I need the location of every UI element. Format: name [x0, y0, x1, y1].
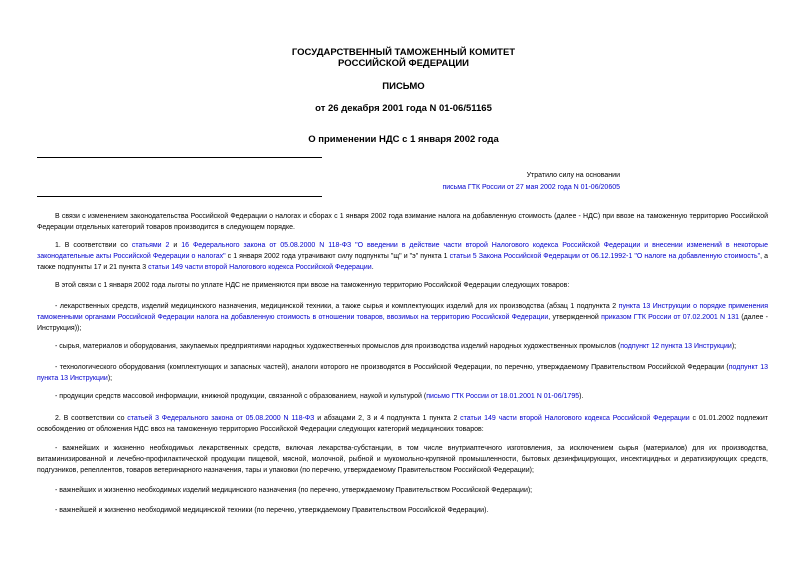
link-subpoint-13[interactable]: подпункт 13 пункта 13 Инструкции: [37, 364, 768, 382]
doc-title: О применении НДС с 1 января 2002 года: [308, 134, 499, 145]
status-note: [37, 170, 620, 194]
link-tax-code-art149-2[interactable]: статьи 149 части второй Налогового кодекса Российской Федерации: [460, 415, 690, 422]
list-item-drugs: - важнейших и жизненно необходимых лекарственных средств, включая лекарства-субстанции, в том числе внутриаптечного изготовления, за исключением сырья (материалов) для их производства, витаминизированной и лечебно-профилактической продукции пищевой, мясной, молочной, рыбной и мукомольно-крупяной промышленности, бытовых дезинфицирующих, инсектицидных и дератизирующих средств, подгузников, репеллентов, товаров ветеринарного назначения, тары и упаковки (по перечню, утверждаемому Правительством Российской Федерации);: [37, 445, 768, 474]
status-line: Утратило силу на основании: [526, 172, 620, 179]
list-item-media: - продукции средств массовой информации, книжной продукции, связанной с образованием, наукой и культурой (письмо ГТК России от 18.01.2001 N 01-06/1795).: [55, 393, 584, 400]
link-instruction-p13[interactable]: пункта 13 Инструкции о порядке применения таможенными органами Российской Федерации налога на добавленную стоимость в отношении товаров, ввозимых на территорию Российской Федерации: [37, 303, 768, 321]
divider-top: [37, 157, 322, 158]
link-law-vat-art5[interactable]: статьи 5 Закона Российской Федерации от 06.12.1992-1 "О налоге на добавленную стоимость": [449, 253, 761, 260]
link-order-131[interactable]: приказом ГТК России от 07.02.2001 N 131: [601, 314, 739, 321]
list-item-devices: - важнейших и жизненно необходимых изделий медицинского назначения (по перечню, утверждаемому Правительством Российской Федерации);: [55, 487, 533, 494]
paragraph-list-intro: В этой связи с 1 января 2002 года льготы по уплате НДС не применяются при ввозе на таможенную территорию Российской Федерации следующих товаров:: [55, 282, 570, 289]
doc-date: от 26 декабря 2001 года N 01-06/51165: [315, 103, 492, 114]
org-name-line1: ГОСУДАРСТВЕННЫЙ ТАМОЖЕННЫЙ КОМИТЕТ: [291, 47, 516, 58]
doc-type: ПИСЬМО: [382, 81, 425, 92]
status-link[interactable]: письма ГТК России от 27 мая 2002 года N 01-06/20605: [442, 184, 620, 191]
link-fz118-art16[interactable]: 16 Федерального закона от 05.08.2000 N 118-ФЗ "О введении в действие части второй Налогового кодекса Российской Федерации и внесении изменений в некоторые законодательные акты Российской Федерации о налогах": [37, 242, 768, 260]
paragraph-intro: В связи с изменением законодательства Российской Федерации о налогах и сборах с 1 января 2002 года взимание налога на добавленную стоимость (далее - НДС) при ввозе на таможенную территорию Российской Федерации отдельных категорий товаров производится в следующем порядке.: [37, 213, 768, 231]
link-letter-1795[interactable]: письмо ГТК России от 18.01.2001 N 01-06/1795: [426, 393, 580, 400]
list-item-equipment: - технологического оборудования (комплектующих и запасных частей), аналоги которого не производятся в Российской Федерации, по перечню, утверждаемому Правительством Российской Федерации (подпункт 13 пункта 13 Инструкции);: [37, 364, 768, 382]
link-art2[interactable]: статьями 2: [131, 242, 170, 249]
link-tax-code-art149[interactable]: статьи 149 части второй Налогового кодекса Российской Федерации: [148, 264, 372, 271]
list-item-technique: - важнейшей и жизненно необходимой медицинской техники (по перечню, утверждаемому Правительством Российской Федерации).: [55, 507, 489, 514]
paragraph-2: 2. В соответствии со статьей 3 Федерального закона от 05.08.2000 N 118-ФЗ и абзацами 2, 3 и 4 подпункта 1 пункта 2 статьи 149 части второй Налогового кодекса Российской Федерации с 01.01.2002 подлежит освобождению от обложения НДС ввоз на таможенную территорию Российской Федерации следующих категорий медицинских товаров:: [37, 415, 768, 433]
link-subpoint-12[interactable]: подпункт 12 пункта 13 Инструкции: [620, 343, 732, 350]
divider-bottom: [37, 196, 322, 197]
list-item-medical: - лекарственных средств, изделий медицинского назначения, медицинской техники, а также сырья и комплектующих изделий для их производства (абзац 1 подпункта 2 пункта 13 Инструкции о порядке применения таможенными органами Российской Федерации налога на добавленную стоимость в отношении товаров, ввозимых на территорию Российской Федерации, утвержденной приказом ГТК России от 07.02.2001 N 131 (далее - Инструкция));: [37, 303, 768, 332]
list-item-crafts: - сырья, материалов и оборудования, закупаемых предприятиями народных художественных промыслов для производства изделий народных художественных промыслов (подпункт 12 пункта 13 Инструкции);: [55, 343, 737, 350]
org-name-line2: РОССИЙСКОЙ ФЕДЕРАЦИИ: [337, 58, 469, 69]
link-fz118-art3[interactable]: статьей 3 Федерального закона от 05.08.2000 N 118-ФЗ: [127, 415, 315, 422]
paragraph-1: 1. В соответствии со статьями 2 и 16 Федерального закона от 05.08.2000 N 118-ФЗ "О введении в действие части второй Налогового кодекса Российской Федерации и внесении изменений в некоторые законодательные акты Российской Федерации о налогах" с 1 января 2002 года утрачивают силу подпункты "щ" и "э" пункта 1 статьи 5 Закона Российской Федерации от 06.12.1992-1 "О налоге на добавленную стоимость", а также подпункты 17 и 21 пункта 3 статьи 149 части второй Налогового кодекса Российской Федерации.: [37, 242, 768, 271]
